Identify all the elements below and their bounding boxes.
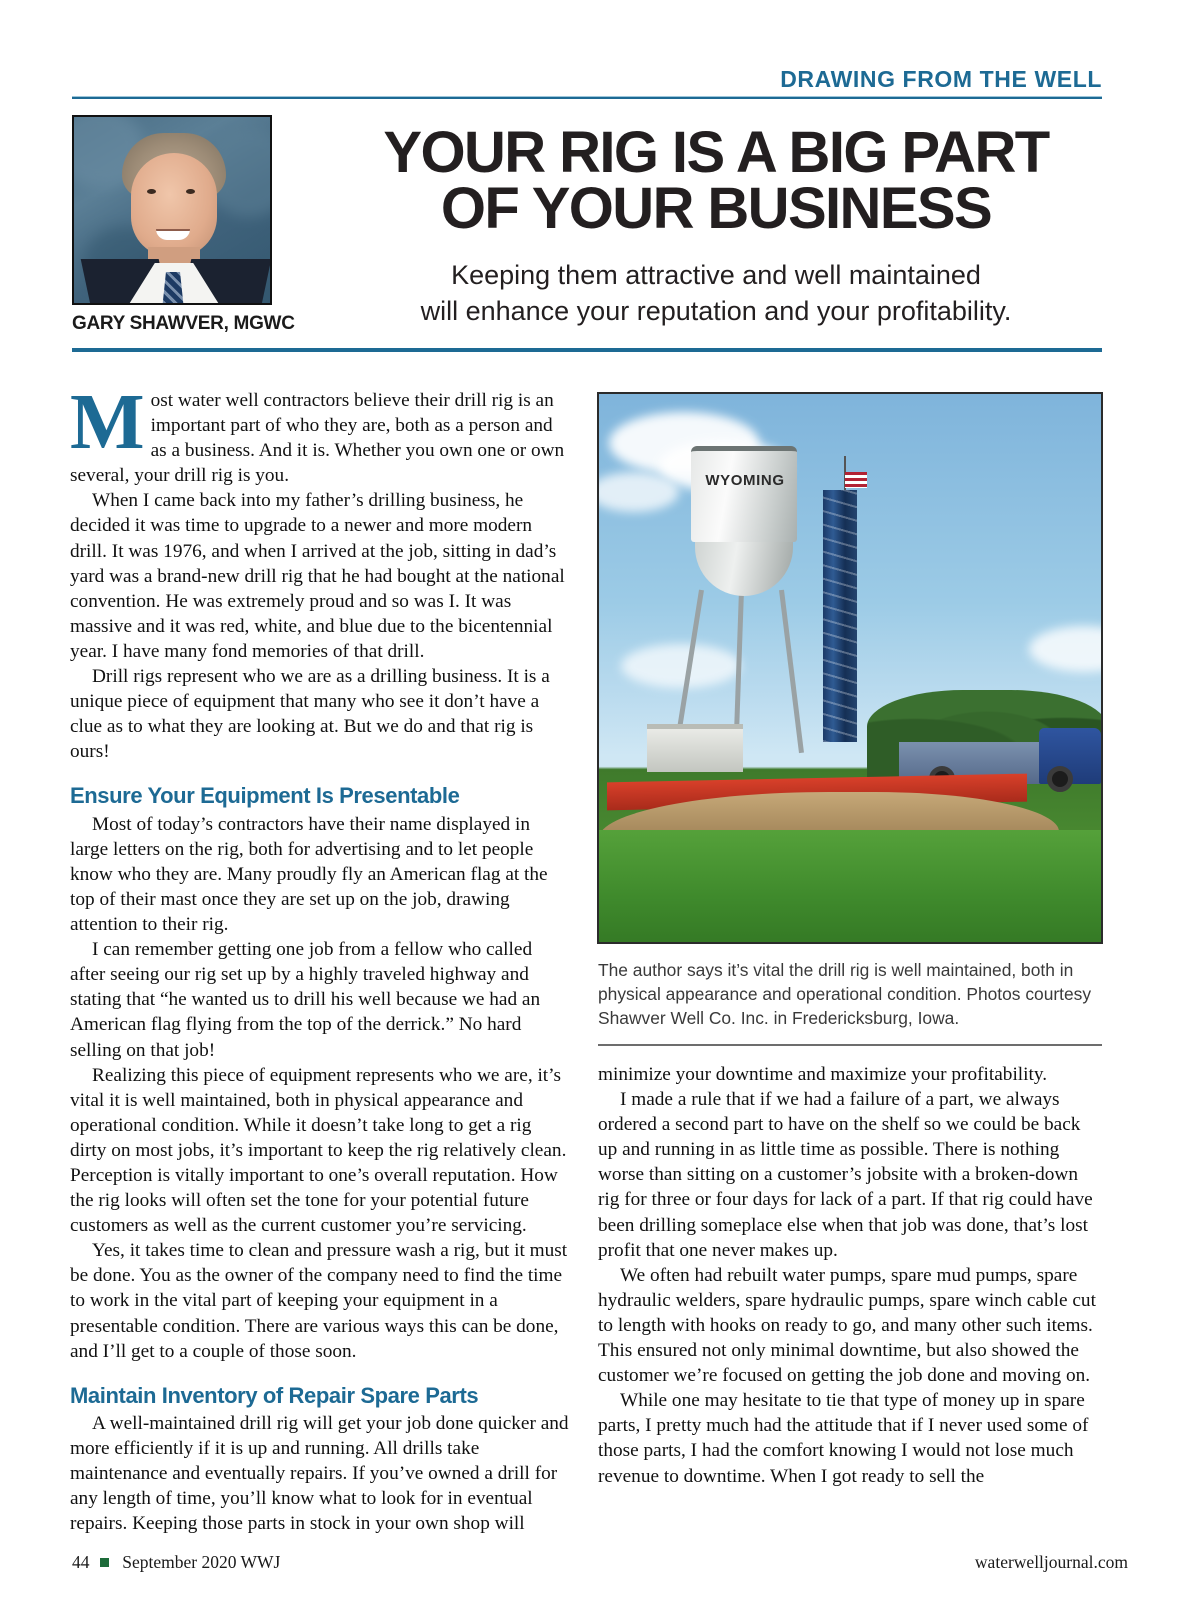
- footer-left: [72, 1552, 280, 1573]
- body-paragraph: A well-maintained drill rig will get your job done quicker and more efficiently if it is up and running. All drills take maintenance and eventually repairs. If you’ve owned a drill for any length of time, you’ll know what to look for in eventual repairs. Keeping those parts in stock in your own shop will: [70, 1413, 569, 1535]
- body-paragraph: [70, 379, 570, 488]
- body-paragraph: Most of today’s contractors have their name displayed in large letters on the rig, both for advertising and to let people know who they are. Many proudly fly an American flag at the top of their mast once they are set up on the job, drawing attention to their rig.: [70, 813, 548, 936]
- water-tower-tank: [691, 446, 797, 542]
- drop-cap: M: [70, 379, 145, 466]
- drill-rig-photo: [597, 392, 1103, 944]
- footer-issue: September 2020 WWJ: [122, 1552, 281, 1572]
- headline-line-2: OF YOUR BUSINESS: [440, 176, 992, 242]
- body-paragraph: We often had rebuilt water pumps, spare mud pumps, spare hydraulic welders, spare hydraulic pumps, spare winch cable cut to length with hooks on ready to go, and many other such items. This ensured not only minimal downtime, but also showed the customer we’re focused on getting the job done and moving on.: [598, 1264, 1096, 1387]
- water-tower-label: WYOMING: [705, 472, 785, 489]
- section-heading-1: Ensure Your Equipment Is Presentable: [70, 783, 460, 809]
- author-photo: [72, 115, 272, 305]
- face-shape: [131, 153, 217, 257]
- caption-rule: [598, 1044, 1102, 1046]
- body-paragraph: I can remember getting one job from a fellow who called after seeing our rig set up by a highly traveled highway and stating that “he wanted us to drill his well because we had an American flag flying from the top of the derrick.” No hard selling on that job!: [70, 939, 541, 1061]
- footer-square-icon: [100, 1558, 109, 1567]
- body-paragraph: Drill rigs represent who we are as a drilling business. It is a unique piece of equipment that many who see it don’t have a clue as to what they are looking at. But we do and that rig is ours!: [70, 666, 550, 763]
- left-column: [70, 379, 570, 1537]
- right-column: [598, 1062, 1102, 1489]
- body-paragraph: minimize your downtime and maximize your profitability.: [598, 1064, 1048, 1085]
- body-paragraph: Realizing this piece of equipment represents who we are, it’s vital it is well maintained, both in physical appearance and operational condition. While it doesn’t take long to get a rig dirty on most jobs, it’s important to keep the rig relatively clean. Perception is vitally important to one’s overall reputation. How the rig looks will often set the tone for your potential future customers as well as the current customer you’re servicing.: [70, 1064, 567, 1237]
- article-deck: [330, 258, 1102, 329]
- page-number: 44: [72, 1552, 90, 1572]
- water-tower-bowl: [695, 540, 793, 596]
- author-byline: GARY SHAWVER, MGWC: [72, 313, 295, 334]
- paragraph-text: ost water well contractors believe their drill rig is an important part of who they are, both as a person and as a business. And it is. Whether you own one or own several, your drill rig is you.: [70, 390, 565, 487]
- section-heading-2: Maintain Inventory of Repair Spare Parts: [70, 1382, 479, 1408]
- article-photo-figure: [597, 392, 1103, 944]
- deck-line-2: will enhance your reputation and your profitability.: [420, 295, 1012, 326]
- photo-caption: The author says it’s vital the drill rig is well maintained, both in physical appearance and operational condition. Photos courtesy Shawver Well Co. Inc. in Fredericksburg, Iowa.: [598, 960, 1092, 1028]
- jobsite-shed: [647, 724, 743, 772]
- body-paragraph: When I came back into my father’s drilling business, he decided it was time to upgrade to a newer and more modern drill. It was 1976, and when I arrived at the job, sitting in dad’s yard was a brand-new drill rig that he had bought at the national convention. He was extremely proud and so was I. It was massive and it was red, white, and blue due to the bicentennial year. I have many fond memories of that drill.: [70, 490, 565, 662]
- lawn-foreground: [599, 830, 1101, 942]
- deck-line-1: Keeping them attractive and well maintained: [451, 260, 981, 290]
- header-rule: [72, 96, 1102, 99]
- body-paragraph: I made a rule that if we had a failure of a part, we always ordered a second part to have on the shelf so we could be back up and running in as little time as possible. There is nothing worse than sitting on a customer’s jobsite with a broken-down rig for three or four days for lack of a part. If that rig could have been drilling someplace else when that job was done, that’s lost profit that one never makes up.: [598, 1089, 1093, 1261]
- section-kicker: DRAWING FROM THE WELL: [780, 66, 1102, 92]
- deck-rule: [72, 348, 1102, 352]
- american-flag-icon: [845, 472, 867, 488]
- body-paragraph: While one may hesitate to tie that type of money up in spare parts, I pretty much had the attitude that if I never used some of those parts, I had the comfort knowing I would not lose much revenue to downtime. When I got ready to sell the: [598, 1390, 1089, 1487]
- author-block: [72, 115, 295, 335]
- footer-website: waterwelljournal.com: [974, 1552, 1128, 1572]
- body-paragraph: Yes, it takes time to clean and pressure wash a rig, but it must be done. You as the owner of the company need to find the time to work in the vital part of keeping your equipment in a presentable condition. There are various ways this can be done, and I’ll get to a couple of those soon.: [70, 1240, 568, 1362]
- page-title: [330, 120, 1102, 242]
- headline-line-1: YOUR RIG IS A BIG PART: [383, 120, 1049, 185]
- section-kicker-row: [72, 68, 1102, 92]
